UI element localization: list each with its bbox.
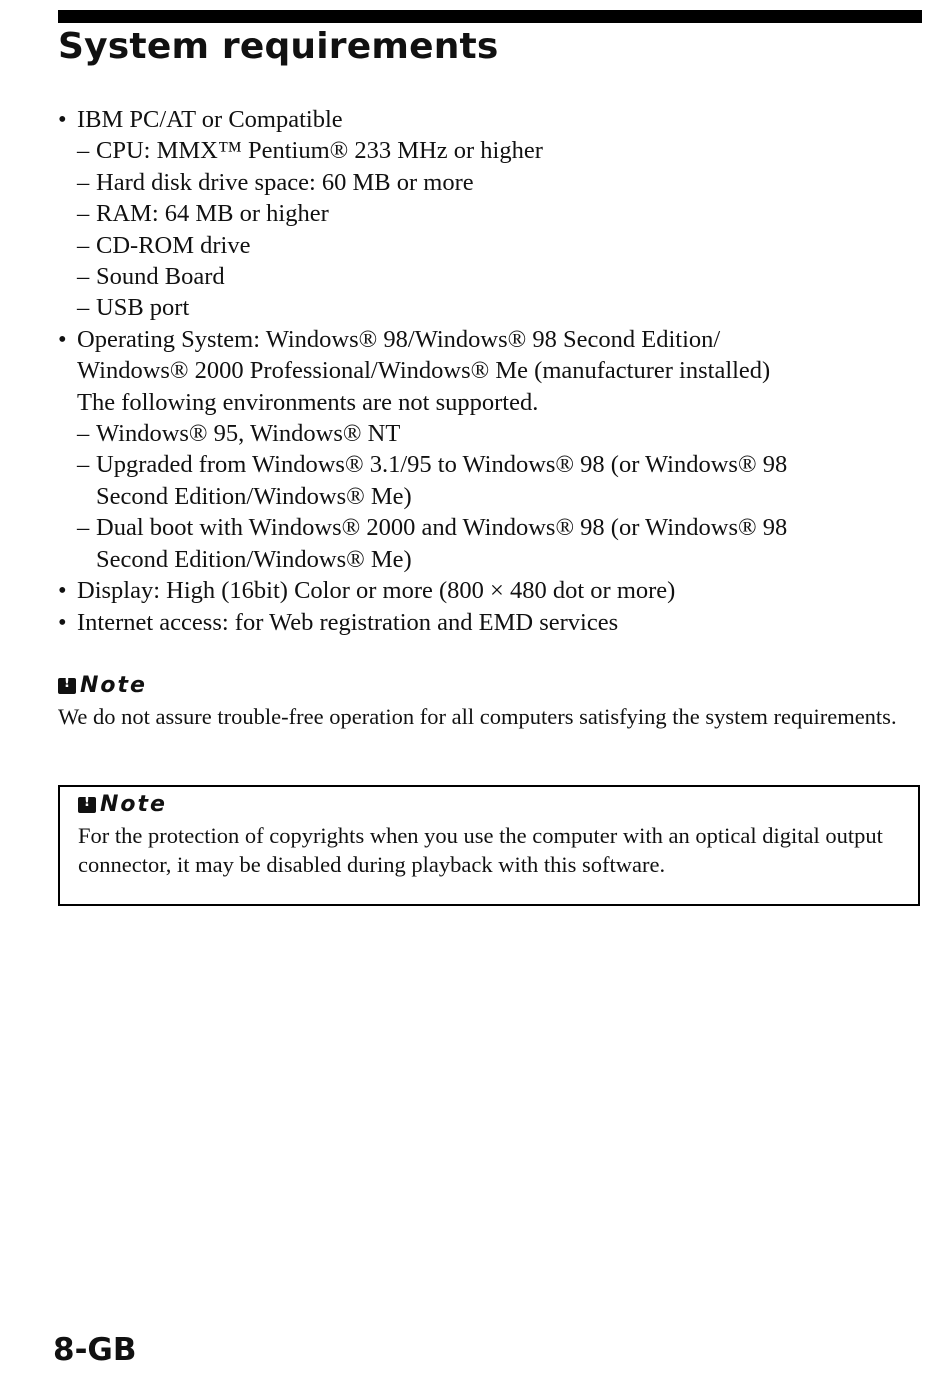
boxed-note-heading: [78, 792, 900, 817]
requirement-line: [58, 575, 928, 606]
requirement-text: USB port: [96, 294, 190, 322]
dash-mark: –: [77, 514, 90, 542]
requirements-list: [58, 104, 928, 638]
requirement-line: [58, 387, 928, 418]
requirement-line: [58, 418, 928, 449]
requirement-text: The following environments are not supported.: [77, 388, 539, 416]
dash-mark: –: [77, 451, 90, 479]
bullet-mark: •: [58, 577, 67, 605]
requirement-text: CPU: MMX™ Pentium® 233 MHz or higher: [96, 137, 543, 165]
requirement-line: [58, 449, 928, 480]
bullet-mark: •: [58, 608, 67, 636]
requirement-text: Windows® 2000 Professional/Windows® Me (manufacturer installed): [77, 357, 771, 385]
dash-mark: –: [77, 294, 90, 322]
requirement-line: [58, 167, 928, 198]
page-number: 8-GB: [53, 1332, 137, 1368]
requirement-line: [58, 198, 928, 229]
requirement-line: [58, 261, 928, 292]
bullet-mark: •: [58, 106, 67, 133]
dash-mark: –: [77, 200, 90, 228]
page-title: System requirements: [58, 26, 499, 67]
boxed-note-label: Note: [100, 792, 167, 817]
boxed-note: [58, 785, 920, 906]
requirement-line: [58, 230, 928, 261]
header-rule: [58, 10, 922, 23]
requirement-text: Internet access: for Web registration and EMD services: [77, 608, 619, 636]
requirement-text: Display: High (16bit) Color or more (800 × 480 dot or more): [77, 577, 676, 605]
note-text: We do not assure trouble-free operation for all computers satisfying the system requirements.: [58, 704, 897, 729]
requirement-text: Sound Board: [96, 263, 225, 291]
requirement-text: Windows® 95, Windows® NT: [96, 420, 401, 448]
dash-mark: –: [77, 168, 90, 196]
dash-mark: –: [77, 137, 90, 165]
requirement-line: [58, 135, 928, 166]
dash-mark: –: [77, 263, 90, 291]
note-icon: [78, 797, 96, 813]
requirement-text: Dual boot with Windows® 2000 and Windows® 98 (or Windows® 98: [96, 514, 788, 542]
requirement-text: Operating System: Windows® 98/Windows® 98 Second Edition/: [77, 325, 721, 353]
bullet-mark: •: [58, 325, 67, 353]
requirement-text: Upgraded from Windows® 3.1/95 to Windows® 98 (or Windows® 98: [96, 451, 788, 479]
requirement-line: [58, 544, 928, 575]
requirement-text: Second Edition/Windows® Me): [96, 545, 412, 573]
requirement-text: CD-ROM drive: [96, 231, 251, 259]
requirement-text: Hard disk drive space: 60 MB or more: [96, 168, 474, 196]
requirement-line: [58, 355, 928, 386]
dash-mark: –: [77, 420, 90, 448]
requirement-line: [58, 512, 928, 543]
note-label: Note: [80, 673, 147, 698]
note-section: [58, 673, 928, 731]
note-icon: [58, 678, 76, 694]
requirement-text: IBM PC/AT or Compatible: [77, 106, 343, 133]
boxed-note-text: For the protection of copyrights when you use the computer with an optical digital output connector, it may be disabled during playback with this software.: [78, 823, 883, 877]
requirement-line: [58, 607, 928, 638]
requirement-text: Second Edition/Windows® Me): [96, 482, 412, 510]
requirement-line: [58, 104, 928, 135]
requirement-line: [58, 292, 928, 323]
requirement-line: [58, 324, 928, 355]
dash-mark: –: [77, 231, 90, 259]
requirement-text: RAM: 64 MB or higher: [96, 200, 329, 228]
note-heading: [58, 673, 928, 698]
requirement-line: [58, 481, 928, 512]
